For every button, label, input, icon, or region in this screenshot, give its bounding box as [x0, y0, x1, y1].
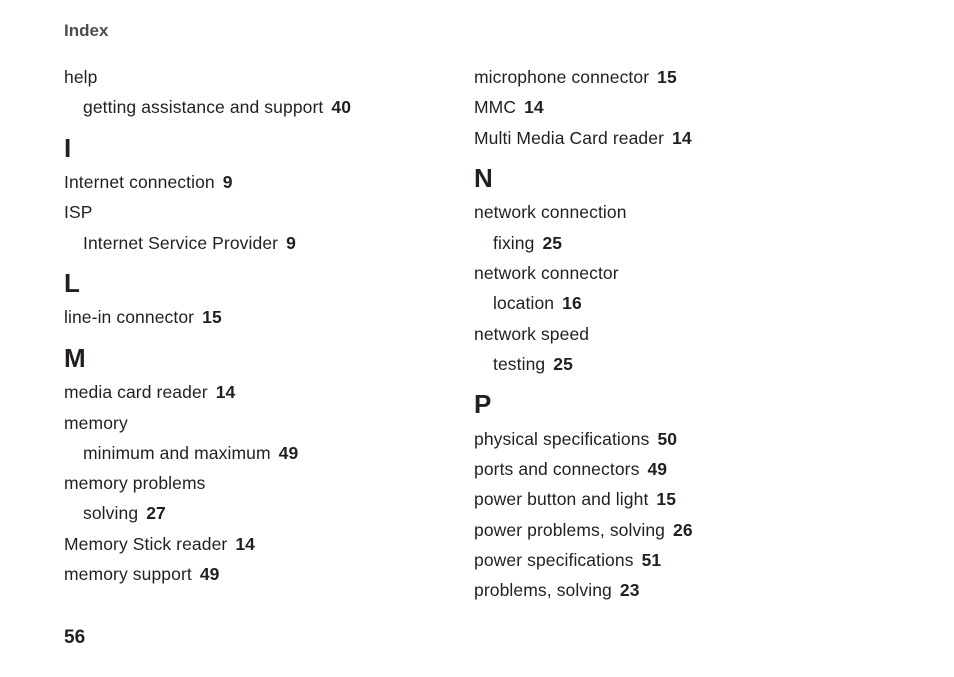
index-entry [64, 167, 464, 197]
page-reference: 14 [235, 533, 256, 554]
index-entry [474, 92, 874, 122]
index-term: power specifications [474, 549, 634, 570]
index-term: media card reader [64, 382, 208, 403]
index-term: Memory Stick reader [64, 533, 228, 554]
index-letter-heading: M [64, 342, 86, 373]
page-reference: 15 [656, 489, 677, 510]
index-term: location [493, 293, 555, 314]
page-reference: 9 [222, 172, 233, 193]
index-entry [64, 62, 464, 92]
index-term: memory support [64, 564, 192, 585]
index-term: problems, solving [474, 580, 612, 601]
index-term: network speed [474, 323, 590, 344]
index-term: Internet connection [64, 172, 215, 193]
page-number: 56 [64, 627, 86, 648]
index-subentry [64, 438, 464, 468]
index-term: power problems, solving [474, 519, 665, 540]
index-term: Internet Service Provider [83, 232, 279, 253]
index-subentry [474, 228, 874, 258]
page-reference: 49 [278, 442, 299, 463]
index-subentry [474, 288, 874, 318]
index-term: ports and connectors [474, 458, 640, 479]
index-column-right [474, 62, 874, 605]
index-entry [474, 62, 874, 92]
index-entry [474, 424, 874, 454]
index-entry [474, 484, 874, 514]
index-column-left [64, 62, 464, 589]
index-entry [474, 123, 874, 153]
index-entry [64, 468, 464, 498]
page-reference: 25 [542, 232, 563, 253]
index-term: testing [493, 353, 546, 374]
page-reference: 27 [146, 503, 166, 524]
page-reference: 15 [657, 67, 677, 87]
index-entry [474, 454, 874, 484]
index-term: line-in connector [64, 307, 195, 328]
page-reference: 25 [553, 353, 573, 374]
index-term: fixing [493, 232, 535, 253]
index-entry [474, 319, 874, 349]
index-entry [474, 515, 874, 545]
index-term: getting assistance and support [83, 97, 324, 118]
index-entry [64, 377, 464, 407]
index-letter-heading: N [474, 162, 493, 193]
index-entry [474, 545, 874, 575]
index-term: help [64, 67, 98, 87]
index-letter-heading: I [64, 132, 72, 163]
index-subentry [64, 498, 464, 528]
index-subentry [64, 92, 464, 122]
page-reference: 15 [202, 307, 222, 328]
index-term: ISP [64, 202, 93, 223]
page-reference: 9 [286, 232, 296, 253]
index-term: microphone connector [474, 67, 650, 87]
page-reference: 14 [672, 127, 692, 148]
page-reference: 14 [215, 382, 236, 403]
index-entry [64, 408, 464, 438]
index-term: power button and light [474, 489, 649, 510]
index-term: minimum and maximum [83, 442, 271, 463]
page-reference: 16 [562, 293, 582, 314]
index-term: physical specifications [474, 428, 650, 449]
index-term: network connection [474, 202, 627, 223]
page-reference: 40 [331, 97, 352, 118]
running-header: Index [64, 21, 109, 40]
index-term: network connector [474, 262, 619, 283]
index-term: memory [64, 412, 128, 433]
page-reference: 49 [647, 458, 668, 479]
index-entry [474, 575, 874, 605]
index-entry [474, 197, 874, 227]
index-entry [474, 258, 874, 288]
page-reference: 49 [199, 564, 220, 585]
page-reference: 26 [673, 519, 693, 540]
page-reference: 23 [619, 580, 640, 601]
index-subentry [64, 228, 464, 258]
page-reference: 14 [524, 97, 544, 118]
index-entry [64, 559, 464, 589]
index-letter-heading: L [64, 267, 80, 298]
index-term: MMC [474, 97, 517, 118]
index-entry [64, 197, 464, 227]
index-entry [64, 302, 464, 332]
index-entry [64, 529, 464, 559]
index-subentry [474, 349, 874, 379]
index-term: memory problems [64, 473, 206, 494]
page-reference: 50 [657, 428, 678, 449]
index-term: Multi Media Card reader [474, 127, 665, 148]
index-letter-heading: P [474, 389, 492, 420]
index-term: solving [83, 503, 139, 524]
page-reference: 51 [641, 549, 662, 570]
